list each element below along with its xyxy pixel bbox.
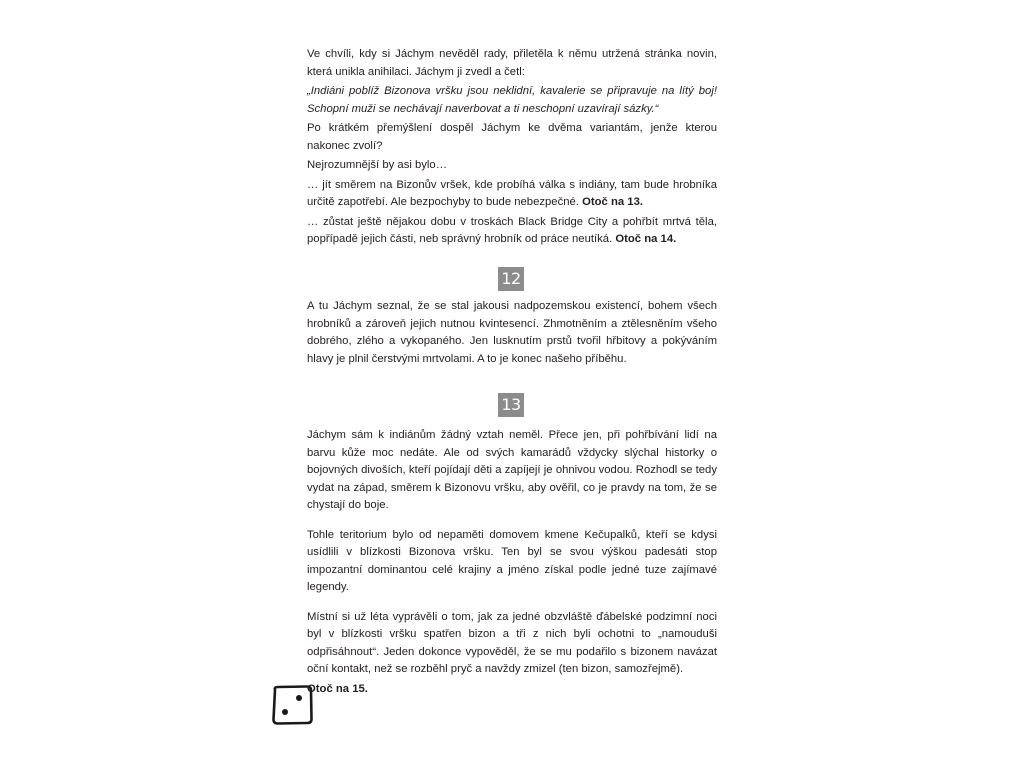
paragraph: Jáchym sám k indiánům žádný vztah neměl. Přece jen, při pohřbívání lidí na barvu kůže moc nedáte. Ale od svých kamarádů vždycky slýchal historky o bojovných divoších, kteří pojídají děti a zapíjejí je ohnivou vodou. Rozhodl se tedy vydat na západ, směrem k Bizonovu vršku, aby ověřil, co je pravdy na tom, že se chystají do boje. bbox=[307, 429, 717, 511]
paragraph: Po krátkém přemýšlení dospěl Jáchym ke dvěma variantám, jenže kterou nakonec zvolí? bbox=[307, 122, 717, 152]
section-13 bbox=[307, 427, 717, 698]
paragraph: Nejrozumnější by asi bylo… bbox=[307, 159, 448, 171]
paragraph: A tu Jáchym seznal, že se stal jakousi nadpozemskou existencí, bohem všech hrobníků a zároveň jejich nutnou kvintesencí. Zhmotněním a ztělesněním všeho dobrého, zlého a vykopaného. Jen lusknutím prstů tvořil hřbitovy a pokýváním hlavy je plnil čerstvými mrtvolami. A to je konec našeho příběhu. bbox=[307, 300, 717, 365]
paragraph: Místní si už léta vyprávěli o tom, jak za jedné obzvláště ďábelské podzimní noci byl v blízkosti vršku spatřen bizon a tři z nich byli ochotni to „namouduši odpřisáhnout“. Jeden dokonce vypověděl, že se mu podařilo s bizonem navázat oční kontakt, než se rozběhl pryč a navždy zmizel (ten bizon, samozřejmě). bbox=[307, 610, 717, 675]
choice-option-2 bbox=[307, 214, 717, 249]
choice-text: … jít směrem na Bizonův vršek, kde probíhá válka s indiány, tam bude hrobníka určitě zapotřebí. Ale bezpochyby to bude nebezpečné. bbox=[307, 178, 717, 208]
newspaper-quote: „Indiáni poblíž Bizonova vršku jsou neklidní, kavalerie se připravuje na lítý boj! Schopní muži se nechávají naverbovat a ti neschopní uzavírají sázky.“ bbox=[307, 85, 717, 115]
section-number-13: 13 bbox=[498, 393, 524, 417]
section-12 bbox=[307, 298, 717, 368]
section-number-12: 12 bbox=[498, 267, 524, 291]
turn-to-15-paragraph bbox=[307, 681, 717, 699]
paragraph: Tohle teritorium bylo od nepaměti domovem kmene Kečupalků, kteří se kdysi usídlili v blízkosti Bizonova vršku. Ten byl se svou výškou padesáti stop impozantní dominantou celé krajiny a jméno získal podle jedné tuze zajímavé legendy. bbox=[307, 528, 717, 593]
choice-text: … zůstat ještě nějakou dobu v troskách Black Bridge City a pohřbít mrtvá těla, popřípadě jejich části, neb správný hrobník od práce neutíká. bbox=[307, 215, 717, 245]
turn-to-13-link[interactable]: Otoč na 13. bbox=[582, 196, 643, 208]
turn-to-14-link[interactable]: Otoč na 14. bbox=[615, 233, 677, 245]
choice-option-1 bbox=[307, 177, 717, 212]
section-11 bbox=[307, 46, 717, 249]
die-face-two-icon bbox=[270, 684, 314, 726]
turn-to-15-link[interactable]: Otoč na 15. bbox=[307, 682, 368, 695]
paragraph: Ve chvíli, kdy si Jáchym nevěděl rady, přiletěla k němu utržená stránka novin, která unikla anihilaci. Jáchym ji zvedl a četl: bbox=[307, 48, 717, 78]
